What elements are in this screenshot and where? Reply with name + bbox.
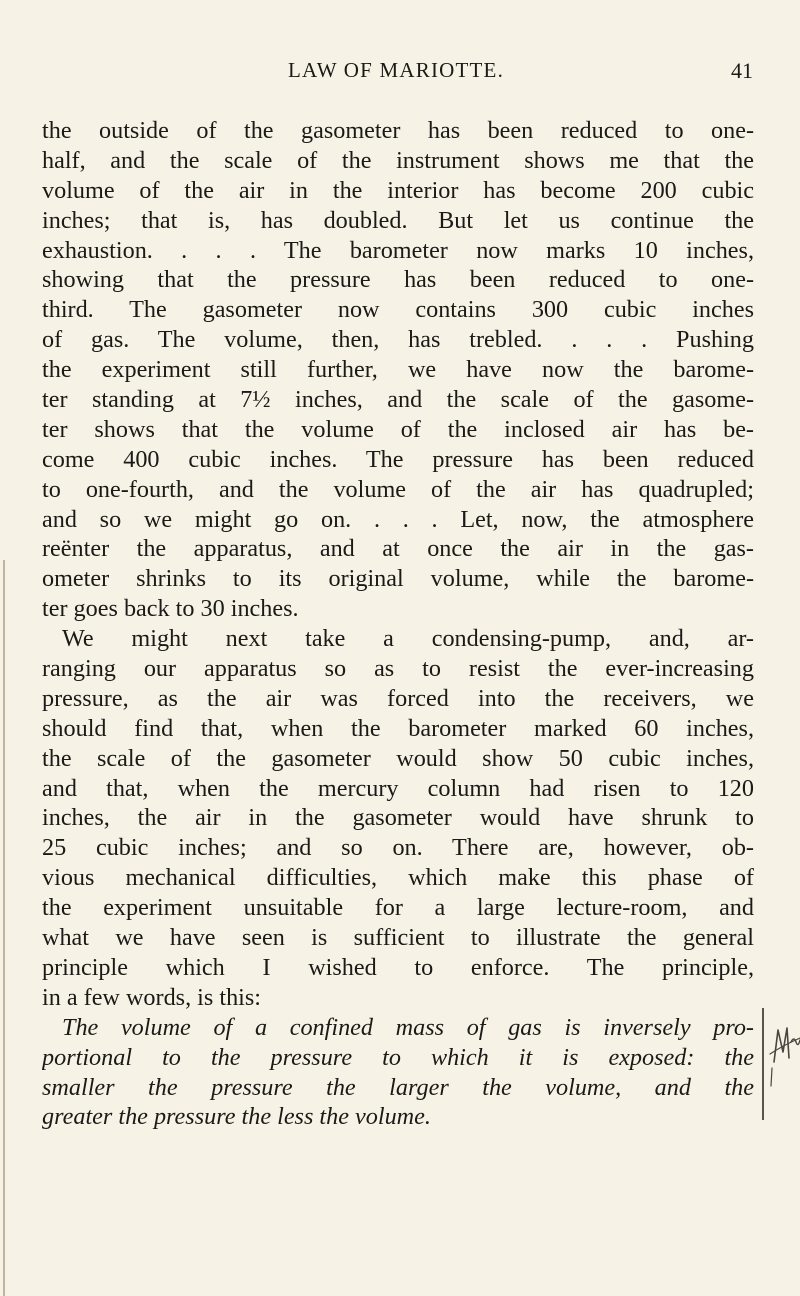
text-line: ter standing at 7½ inches, and the scale of the gasome- [42, 386, 754, 414]
text-line: of gas. The volume, then, has trebled. . . . Pushing [42, 326, 754, 354]
text-line: should find that, when the barometer marked 60 inches, [42, 714, 754, 742]
text-line: to one-fourth, and the volume of the air has quadrupled; [42, 475, 754, 503]
text-line: the scale of the gasometer would show 50 cubic inches, [42, 744, 754, 772]
body-text [42, 116, 754, 1132]
text-line: ranging our apparatus so as to resist the ever-increasing [42, 655, 754, 683]
text-line: the experiment unsuitable for a large lecture-room, and [42, 894, 754, 922]
text-line: exhaustion. . . . The barometer now marks 10 inches, [42, 236, 754, 264]
text-line: the outside of the gasometer has been reduced to one- [42, 117, 754, 144]
text-line: ometer shrinks to its original volume, while the barome- [42, 565, 754, 593]
page-header [0, 58, 800, 88]
text-line: reënter the apparatus, and at once the air in the gas- [42, 535, 754, 563]
text-line: 25 cubic inches; and so on. There are, however, ob- [42, 834, 754, 862]
text-line: third. The gasometer now contains 300 cubic inches [42, 296, 754, 324]
principle-line: portional to the pressure to which it is exposed: the [42, 1043, 754, 1071]
text-line: volume of the air in the interior has become 200 cubic [42, 176, 754, 204]
text-line: what we have seen is sufficient to illustrate the general [42, 924, 754, 952]
text-line: vious mechanical difficulties, which make this phase of [42, 864, 754, 892]
text-line: half, and the scale of the instrument shows me that the [42, 146, 754, 174]
handwritten-margin-note [762, 1016, 800, 1096]
text-line: inches; that is, has doubled. But let us continue the [42, 206, 754, 234]
principle-line: greater the pressure the less the volume. [42, 1103, 431, 1131]
text-line: ter shows that the volume of the inclosed air has be- [42, 415, 754, 443]
text-line: in a few words, is this: [42, 983, 262, 1011]
text-line: We might next take a condensing-pump, and, ar- [62, 625, 754, 653]
text-line: the experiment still further, we have now the barome- [42, 356, 754, 384]
text-line: and that, when the mercury column had risen to 120 [42, 774, 754, 802]
principle-line: smaller the pressure the larger the volume, and the [42, 1073, 754, 1101]
text-line: inches, the air in the gasometer would have shrunk to [42, 804, 754, 832]
binding-shadow [3, 560, 5, 1296]
principle-line: The volume of a confined mass of gas is inversely pro- [62, 1013, 754, 1041]
page-number: 41 [731, 58, 753, 83]
text-line: principle which I wished to enforce. The principle, [42, 953, 754, 981]
text-line: ter goes back to 30 inches. [42, 595, 299, 623]
text-line: and so we might go on. . . . Let, now, the atmosphere [42, 505, 754, 533]
text-line: pressure, as the air was forced into the receivers, we [42, 684, 754, 712]
running-head: LAW OF MARIOTTE. [288, 58, 505, 82]
text-line: showing that the pressure has been reduced to one- [42, 266, 754, 294]
text-line: come 400 cubic inches. The pressure has been reduced [42, 445, 754, 473]
